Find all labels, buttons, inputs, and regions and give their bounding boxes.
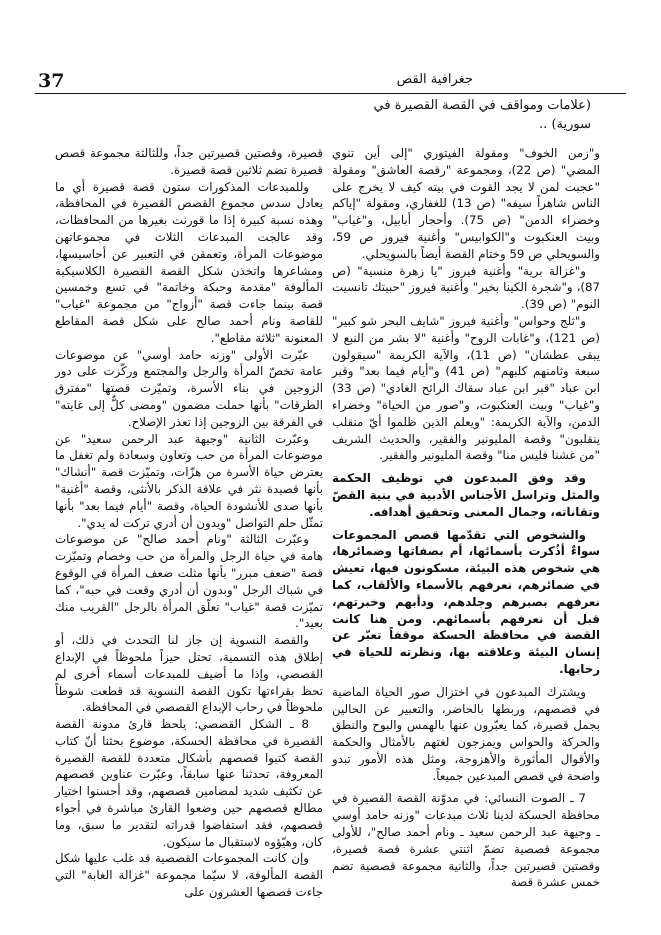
running-subtitle: (علامات ومواقف في القصة القصيرة في سورية) .. <box>373 98 591 132</box>
paragraph: و"زمن الخوف" ومقولة الفيتوري "إلى أين تنوي المضي" (ص 22)، ومجموعة "رقصة العاشق" ومقولة "عجبت لمن لا يجد القوت في بيته كيف لا يخرج على الناس شاهراً سيفه" (ص 13) للغفاري، ومقولة "إياكم وخضراء الدمن" (ص 75). وأحجار أبابيل، و"غياب" وبيت العنكبوت و"الكوابيس" وأغنية فيروز ص 59، والسويحلي ص 59 وختام القصة أيضاً بالسويحلي. <box>332 146 600 261</box>
header-rule <box>35 93 626 94</box>
paragraph: ويشترك المبدعون في اختزال صور الحياة الماضية في قصصهم، وربطها بالحاضر، والتعبير عن الحالين بجمل قصيرة، كما يعبّرون عنها بالهمس والبوح والنطق والحركة والحواس ويمزجون لغتهم بالأمثال والحكمة والأقوال المأثورة والأهزوجة، ومثل هذه الأمور تبدو واضحة في قصص المبدعين جميعاً. <box>332 684 600 783</box>
section-paragraph: 7 ـ الصوت النسائي: في مدوّنة القصة القصيرة في محافظة الحسكة لدينا ثلاث مبدعات "وزنه حامد أوسي ـ وجيهة عبد الرحمن سعيد ـ ونام أحمد صالح"، للأولى مجموعة قصصية تضمّ اثنتي عشرة قصة قصيرة، وقصتين قصيرتين جداً، والثانية مجموعة قصصية تضم خمس عشرة قصة <box>332 791 600 890</box>
paragraph: وعبّرت الثالثة "ونام أحمد صالح" عن موضوعات هامة في حياة الرجل والمرأة من حب وخصام وتميّزت قصة "ضعف مبرر" بأنها مثلت ضعف المرأة في الوقوع في شباك الرجل "وبدون أن أدري وقعت في حبه"، كما تميّزت قصة "غياب" تعلّق المرأة بالرجل "القريب منك بعيد". <box>55 532 323 631</box>
paragraph: و"ثلج وحواس" وأغنية فيروز "شايف البحر شو كبير" (ص 121)، و"غابات الروح" وأغنية "لا بشر من النبع لا يبقى عطشان" (ص 11)، والآية الكريمة "سيقولون سبعة وثامنهم كلبهم" (ص 41) و"أيام فيما بعد" وقبر ابن عباد "قبر ابن عباد سقاك الرائح الغادي" (ص 33) و"غياب" وبيت العنكبوت، و"صور من الحياة" وخضراء الدمن، والآية الكريمة: "ويعلم الذين ظلموا أيّ منقلب ينقلبون" وقصة المليونير والفقير، والحديث الشريف "من غشنا فليس منا" وقصة المليونير والفقير. <box>332 313 600 463</box>
paragraph: عبّرت الأولى "وزنه حامد أوسي" عن موضوعات عامة تخصّ المرأة والرجل والمجتمع وركّزت على دور الزوجين في بناء الأسرة، وتميّزت قصتها "مفترق الطرقات" بأنها حملت مضمون "ومضى كلٌّ إلى غايته" في الفرقة بين الزوجين إذا تعذر الإصلاح. <box>55 347 323 429</box>
paragraph: وإن كانت المجموعات القصصية قد غلب عليها شكل القصة المألوفة، لا سيّما مجموعة "غزالة الغابة" التي جاءت قصصها العشرون على <box>55 851 323 900</box>
paragraph: و"غزالة برية" وأغنية فيروز "يا زهرة منسية" (ص 87)، و"شجرة الكينا بخير" وأغنية فيروز "حبيتك تانسيت النوم" (ص 39). <box>332 263 600 312</box>
right-column <box>332 145 600 891</box>
paragraph: وللمبدعات المذكورات ستون قصة قصيرة أي ما يعادل سدس مجموع القصص القصيرة في المحافظة، وهذه نسبة كبيرة إذا ما قورنت بغيرها من المحافظات، وقد عالجت المبدعات الثلاث في مجموعاتهن موضوعات المرأة، وتعمقن في التعبير عن أحاسيسها، ومشاعرها واتخذن شكل القصة القصيرة الكلاسيكية المألوفة "مقدمة وحبكة وخاتمة" في تسع وخمسين قصة بينما جاءت قصة "أزواج" من مجموعة "غياب" للقاصة ونام أحمد صالح على شكل قصة المقاطع المعنونة "ثلاثة مقاطع". <box>55 179 323 345</box>
page-number: 37 <box>38 70 65 92</box>
paragraph: والقصة النسوية إن جاز لنا التحدث في ذلك، أو إطلاق هذه التسمية، تحتل حيزاً ملحوظاً في الإبداع القصصي، وإذا ما أضيف للمبدعات أسماء أخرى لم تحظ بقراءتها تكون القصة النسوية قد قطعت شوطاً ملحوظاً في رحاب الإبداع القصصي في المحافظة. <box>55 633 323 715</box>
paragraph: وعبّرت الثانية "وجيهة عبد الرحمن سعيد" عن موضوعات المرأة من حب وتعاون وسعادة ولم تغفل ما يعترض حياة الأسرة من هزّات، وتميّزت قصة "أنشاك" بأنها قصيدة نثر في علاقة الذكر بالأنثى، وقصة "أغنية" بأنها صدى للأنشودة الحياة، وقصة "أيام فيما بعد" بأنها تمثّل حلم التواصل "ويدون أن أدري تركت له يدي". <box>55 431 323 530</box>
paragraph: وقد وفق المبدعون في توظيف الحكمة والمثل وتراسل الأجناس الأدبية في بنية القصّ وتقاناته، وجمال المعنى وتحقيق أهدافه. <box>332 471 600 519</box>
paragraph: والشخوص التي تقدّمها قصص المجموعات سواءٌ أذُكرت بأسمائها، أم بصفاتها وضمائرها، هي شخوص هذه البيئة، مسكونون فيها، تعيش في ضمائرهم، نعرفهم بالأسماء والألقاب، كما نعرفهم بصبرهم وجلدهم، ودأبهم وخبرتهم، قبل أن نعرفهم بأسمائهم. ومن هنا كانت القصة في محافظة الحسكة موقفاً تعبّر عن إنسان البيئة وعلاقته بها، ونظرته للحياة في رحابها. <box>332 527 600 676</box>
paragraph: قصيرة، وقصتين قصيرتين جداً، وللثالثة مجموعة قصص قصيرة تضم ثلاثين قصة قصيرة. <box>55 146 323 177</box>
section-paragraph: 8 ـ الشكل القصصي: يلحظ قارئ مدونة القصة القصيرة في محافظة الحسكة، موضوع بحثنا أنّ كتاب القصة كتبوا قصصهم بأشكال متعددة للقصة القصيرة المعروفة، تحدثنا عنها سابقاً، وعبّرت عناوين قصصهم عن تكثيف شديد لمضامين قصصهم، وقد أحسنوا اختيار مطالع قصصهم حين وضعوا القارئ مباشرة في أجواء قصصهم، فقد استفاضوا قدراته لتقدير ما سبق، وما كان، وهيّؤوه لاستقبال ما سيكون. <box>55 717 323 849</box>
left-column <box>55 145 323 901</box>
running-title: جغرافية القص <box>396 72 473 87</box>
